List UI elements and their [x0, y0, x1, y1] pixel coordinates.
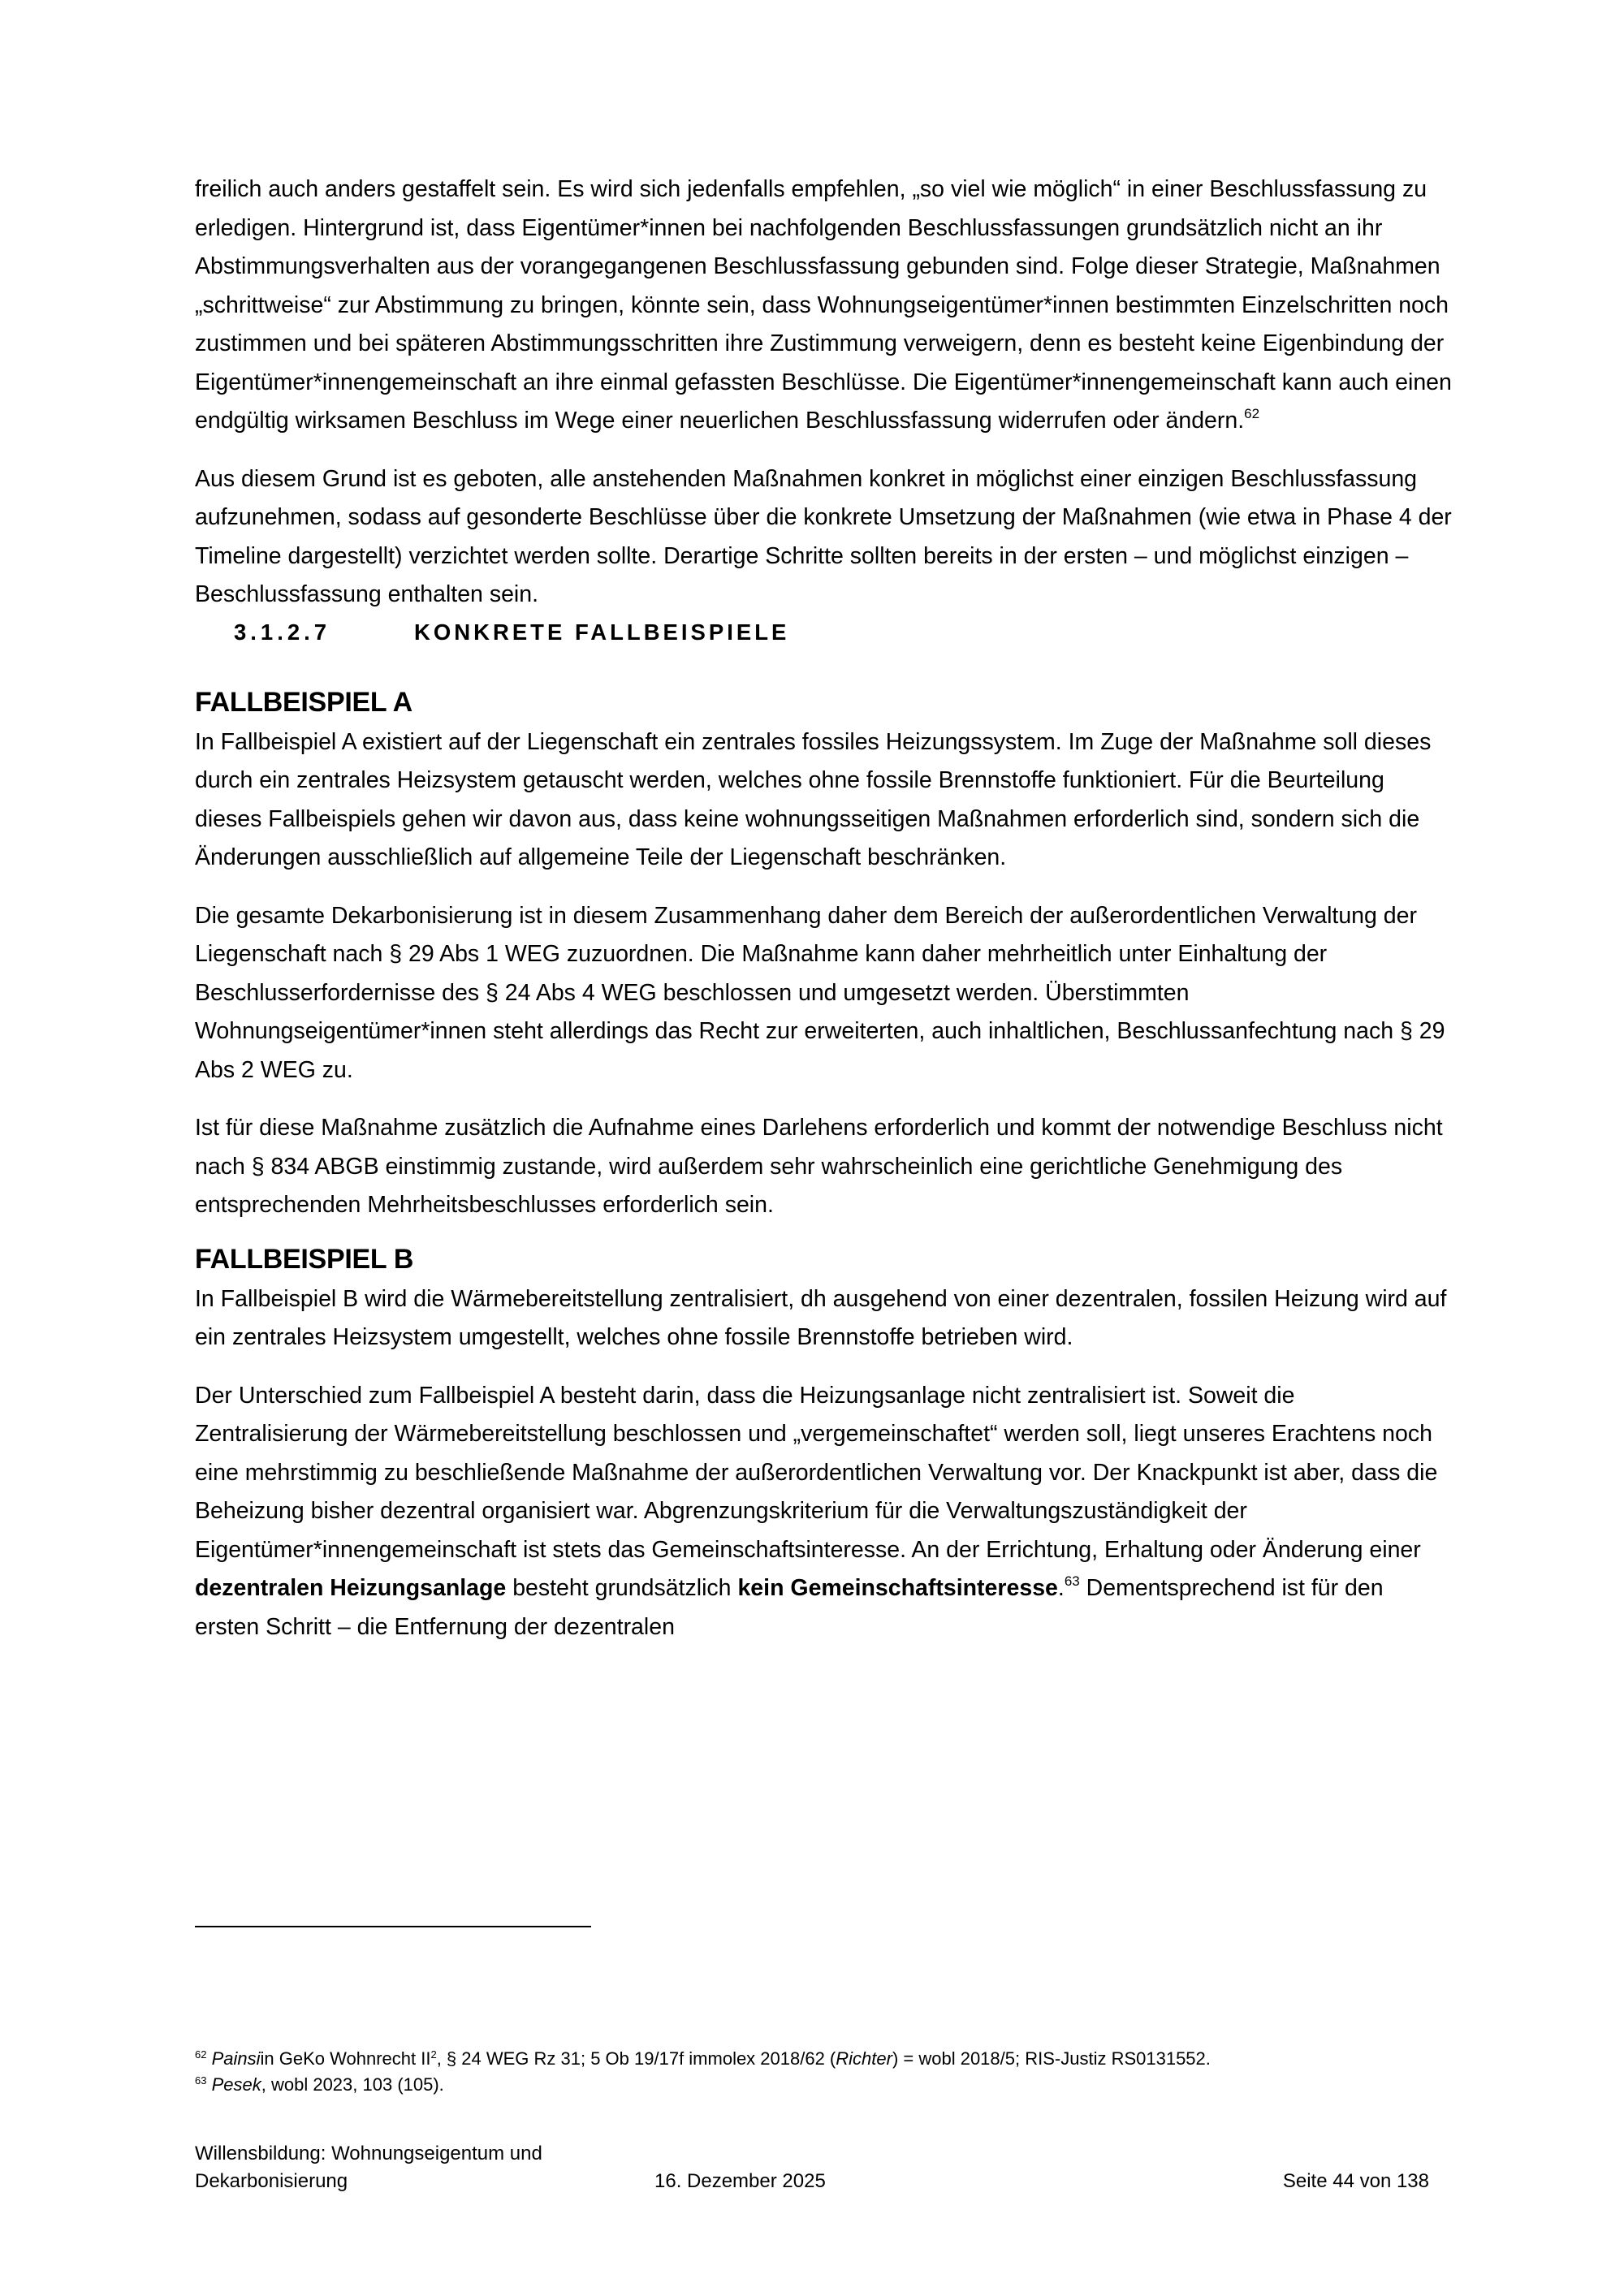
case-b-title: FALLBEISPIEL B	[195, 1243, 414, 1275]
footnote-separator	[195, 1926, 591, 1927]
footer-date: 16. Dezember 2025	[654, 2170, 826, 2192]
paragraph-text: freilich auch anders gestaffelt sein. Es wird sich jedenfalls empfehlen, „so viel wie möglich“ in einer Beschlussfassung zu erledigen. Hintergrund ist, dass Eigentümer*innen bei nachfolgenden Beschlussfassungen grundsätzlich nicht an ihr Abstimmungsverhalten aus der vorangegangenen Beschlussfassung gebunden sind. Folge dieser Strategie, Maßnahmen „schrittweise“ zur Abstimmung zu bringen, könnte sein, dass Wohnungseigentümer*innen bestimmten Einzelschritten noch zustimmen und bei späteren Abstimmungsschritten ihre Zustimmung verweigern, denn es besteht keine Eigenbindung der Eigentümer*innengemeinschaft an ihre einmal gefassten Beschlüsse. Die Eigentümer*innengemeinschaft kann auch einen endgültig wirksamen Beschluss im Wege einer neuerlichen Beschlussfassung widerrufen oder ändern.	[195, 176, 1452, 434]
footnote-author: Painsi	[211, 2048, 261, 2069]
bold-text: kein Gemeinschaftsinteresse	[737, 1575, 1058, 1601]
footnote-author: Pesek	[211, 2074, 261, 2095]
paragraph: Aus diesem Grund ist es geboten, alle anstehenden Maßnahmen konkret in möglichst einer einzigen Beschlussfassung aufzunehmen, sodass auf gesonderte Beschlüsse über die konkrete Umsetzung der Maßnahmen (wie etwa in Phase 4 der Timeline dargestellt) verzichtet werden sollte. Derartige Schritte sollten bereits in der ersten – und möglichst einzigen – Beschlussfassung enthalten sein.	[195, 465, 1452, 607]
footnote-62	[195, 2046, 1453, 2072]
footer-document-title	[195, 2140, 650, 2195]
footer-title-line: Willensbildung: Wohnungseigentum und	[195, 2143, 542, 2164]
paragraph	[195, 170, 1453, 441]
paragraph: In Fallbeispiel B wird die Wärmebereitstellung zentralisiert, dh ausgehend von einer dezentralen, fossilen Heizung wird auf ein zentrales Heizsystem umgestellt, welches ohne fossile Brennstoffe betrieben wird.	[195, 1285, 1447, 1350]
section-heading	[195, 615, 1453, 650]
footnote-text: ) = wobl 2018/5; RIS-Justiz RS0131552.	[892, 2048, 1211, 2069]
page-content	[195, 170, 1453, 1646]
footnote-number: 62	[195, 2048, 207, 2061]
paragraph: Ist für diese Maßnahme zusätzlich die Aufnahme eines Darlehens erforderlich und kommt der notwendige Beschluss nicht nach § 834 ABGB einstimmig zustande, wird außerdem sehr wahrscheinlich eine gerichtliche Genehmigung des entsprechenden Mehrheitsbeschlusses erforderlich sein.	[195, 1115, 1443, 1218]
footnote-ref[interactable]: 62	[1244, 406, 1260, 421]
text: besteht grundsätzlich	[512, 1575, 732, 1601]
paragraph: In Fallbeispiel A existiert auf der Liegenschaft ein zentrales fossiles Heizungssystem. Im Zuge der Maßnahme soll dieses durch ein zentrales Heizsystem getauscht werden, welches ohne fossile Brennstoffe funktioniert. Für die Beurteilung dieses Fallbeispiels gehen wir davon aus, dass keine wohnungsseitigen Maßnahmen erforderlich sind, sondern sich die Änderungen ausschließlich auf allgemeine Teile der Liegenschaft beschränken.	[195, 728, 1432, 870]
footer-page-number: Seite 44 von 138	[1282, 2170, 1429, 2192]
bold-text: dezentralen Heizungsanlage	[195, 1575, 507, 1601]
superscript: 2	[430, 2048, 437, 2061]
footnote-number: 63	[195, 2074, 207, 2087]
footnote-text: , § 24 WEG Rz 31; 5 Ob 19/17f immolex 2018/62 (	[436, 2048, 836, 2069]
section-number: 3.1.2.7	[234, 619, 331, 645]
text: Der Unterschied zum Fallbeispiel A besteht darin, dass die Heizungsanlage nicht zentralisiert ist. Soweit die Zentralisierung der Wärmebereitstellung beschlossen und „vergemeinschaftet“ werden soll, liegt unseres Erachtens noch eine mehrstimmig zu beschließende Maßnahme der außerordentlichen Verwaltung vor. Der Knackpunkt ist aber, dass die Beheizung bisher dezentral organisiert war. Abgrenzungskriterium für die Verwaltungszuständigkeit der Eigentümer*innengemeinschaft ist stets das Gemeinschaftsinteresse. An der Errichtung, Erhaltung oder Änderung einer	[195, 1382, 1438, 1563]
footnote-text: in GeKo Wohnrecht II	[260, 2048, 431, 2069]
section-title: KONKRETE FALLBEISPIELE	[414, 619, 790, 645]
footnote-text: , wobl 2023, 103 (105).	[261, 2074, 444, 2095]
footnote-author: Richter	[836, 2048, 892, 2069]
footnote-63	[195, 2072, 1453, 2098]
text: Dementsprechend ist für den ersten Schritt – die Entfernung der dezentralen	[195, 1575, 1384, 1640]
paragraph: Die gesamte Dekarbonisierung ist in diesem Zusammenhang daher dem Bereich der außerordentlichen Verwaltung der Liegenschaft nach § 29 Abs 1 WEG zuzuordnen. Die Maßnahme kann daher mehrheitlich unter Einhaltung der Beschlusserfordernisse des § 24 Abs 4 WEG beschlossen und umgesetzt werden. Überstimmten Wohnungseigentümer*innen steht allerdings das Recht zur erweiterten, auch inhaltlichen, Beschlussanfechtung nach § 29 Abs 2 WEG zu.	[195, 902, 1445, 1083]
footnotes	[195, 2046, 1453, 2098]
case-a-title: FALLBEISPIEL A	[195, 686, 412, 718]
footnote-ref[interactable]: 63	[1064, 1573, 1080, 1589]
footer-title-line: Dekarbonisierung	[195, 2170, 348, 2192]
paragraph: Der Unterschied zum Fallbeispiel A besteht darin, dass die Heizungsanlage nicht zentralisiert ist. Soweit die Zentralisierung der Wärmebereitstellung beschlossen und „vergemeinschaftet“ werden soll, liegt unseres Erachtens noch eine mehrstimmig zu beschließende Maßnahme der außerordentlichen Verwaltung vor. Der Knackpunkt ist aber, dass die Beheizung bisher dezentral organisiert war. Abgrenzungskriterium für die Verwaltungszuständigkeit der Eigentümer*innengemeinschaft ist stets das Gemeinschaftsinteresse. An der Errichtung, Erhaltung oder Änderung einer dezentralen Heizungsanlage besteht grundsätzlich kein Gemeinschaftsinteresse.$^{63}$ Dementsprechend ist für den ersten Schritt – die Entfernung der dezentralen	[195, 1382, 1438, 1640]
